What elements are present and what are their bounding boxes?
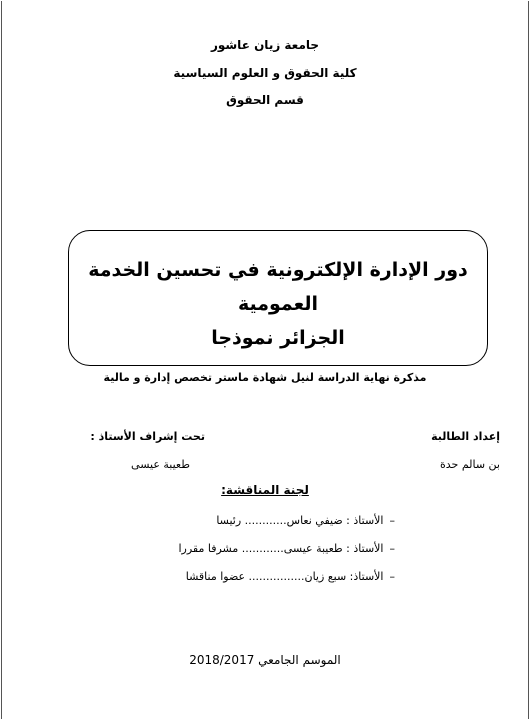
memo-subtitle: مذكرة نهاية الدراسة لنيل شهادة ماستر تخصص إدارة و مالية	[103, 371, 427, 384]
supervisor-name: طعيبة عيسى	[131, 458, 190, 471]
supervisor-label: تحت إشراف الأستاذ :	[90, 430, 205, 443]
jury-member-text: الأستاذ : طعيبة عيسى............ مشرفا مقررا	[178, 542, 384, 555]
student-name: بن سالم حدة	[439, 458, 500, 471]
title-box	[68, 230, 488, 366]
jury-member-row	[186, 570, 395, 583]
jury-dash: –	[389, 570, 395, 583]
jury-member-text: الأستاذ: سبع زيان................ عضوا مناقشا	[185, 570, 384, 583]
jury-dash: –	[389, 542, 395, 555]
jury-member-text: الأستاذ : ضيفي نعاس............ رئيسا	[216, 514, 384, 527]
jury-member-row	[178, 542, 395, 555]
thesis-title-line1: دور الإدارة الإلكترونية في تحسين الخدمة العمومية	[88, 259, 468, 315]
university-name: جامعة زيان عاشور	[210, 38, 320, 52]
jury-dash: –	[389, 514, 395, 527]
academic-season: الموسم الجامعي 2018/2017	[189, 653, 341, 667]
jury-member-row	[216, 514, 395, 527]
jury-title: لجنة المناقشة:	[221, 483, 309, 497]
faculty-name: كلية الحقوق و العلوم السياسية	[173, 66, 357, 80]
department-name: قسم الحقوق	[226, 93, 304, 107]
thesis-title-line2: الجزائر نموذجا	[211, 327, 345, 349]
student-label: إعداد الطالبة	[431, 430, 500, 443]
